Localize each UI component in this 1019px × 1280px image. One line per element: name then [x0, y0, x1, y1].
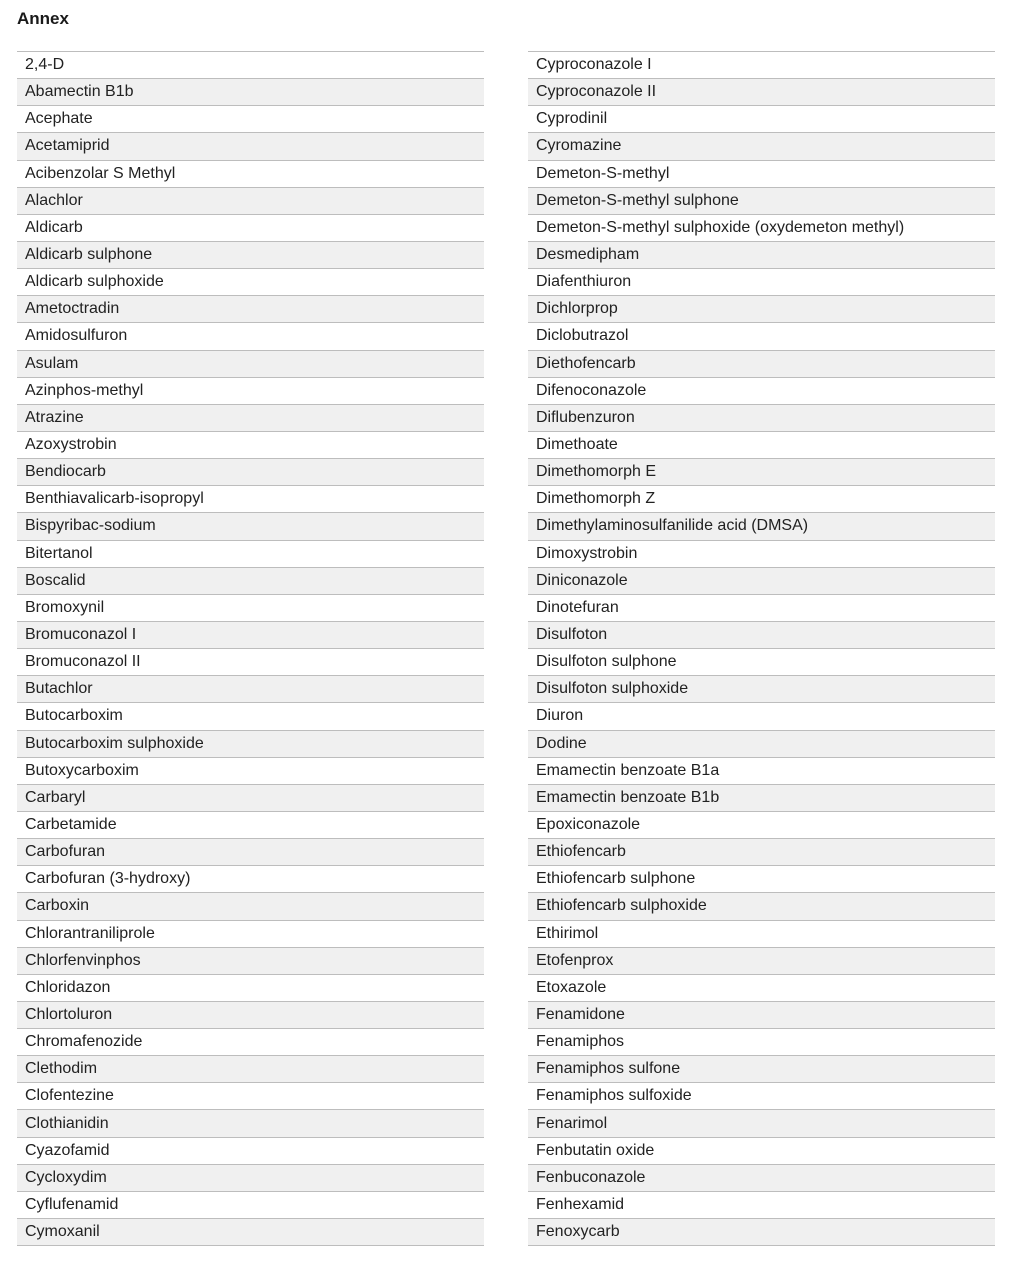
table-row: Chlorantraniliprole: [17, 921, 484, 948]
table-row: Carboxin: [17, 893, 484, 920]
table-row: Demeton-S-methyl sulphoxide (oxydemeton methyl): [528, 215, 995, 242]
table-row: Etoxazole: [528, 975, 995, 1002]
table-row: Bendiocarb: [17, 459, 484, 486]
table-row: Carbofuran: [17, 839, 484, 866]
table-row: Cyprodinil: [528, 106, 995, 133]
table-row: Butoxycarboxim: [17, 758, 484, 785]
table-row: Atrazine: [17, 405, 484, 432]
table-row: Bromuconazol II: [17, 649, 484, 676]
page-title: Annex: [17, 9, 69, 28]
table-row: Diuron: [528, 703, 995, 730]
table-row: Bispyribac-sodium: [17, 513, 484, 540]
table-row: Demeton-S-methyl: [528, 161, 995, 188]
table-row: Disulfoton sulphoxide: [528, 676, 995, 703]
table-row: Cycloxydim: [17, 1165, 484, 1192]
table-row: Chlorfenvinphos: [17, 948, 484, 975]
table-row: Bromoxynil: [17, 595, 484, 622]
table-row: Dodine: [528, 731, 995, 758]
table-row: Dimethomorph Z: [528, 486, 995, 513]
table-row: Dimethoate: [528, 432, 995, 459]
table-row: Acetamiprid: [17, 133, 484, 160]
table-row: Etofenprox: [528, 948, 995, 975]
table-row: Carbofuran (3-hydroxy): [17, 866, 484, 893]
table-row: Disulfoton sulphone: [528, 649, 995, 676]
table-row: Chromafenozide: [17, 1029, 484, 1056]
table-row: Azoxystrobin: [17, 432, 484, 459]
table-row: Carbetamide: [17, 812, 484, 839]
table-row: Butachlor: [17, 676, 484, 703]
table-row: Ethirimol: [528, 921, 995, 948]
table-row: Diniconazole: [528, 568, 995, 595]
table-row: Fenamiphos sulfone: [528, 1056, 995, 1083]
table-row: Acibenzolar S Methyl: [17, 161, 484, 188]
table-row: Amidosulfuron: [17, 323, 484, 350]
table-row: Chloridazon: [17, 975, 484, 1002]
table-row: Aldicarb: [17, 215, 484, 242]
right-column-table: [528, 51, 995, 1246]
table-row: Clothianidin: [17, 1110, 484, 1137]
table-row: Benthiavalicarb-isopropyl: [17, 486, 484, 513]
table-row: Dimoxystrobin: [528, 541, 995, 568]
table-row: Diethofencarb: [528, 351, 995, 378]
table-row: Carbaryl: [17, 785, 484, 812]
table-row: Azinphos-methyl: [17, 378, 484, 405]
table-row: Cymoxanil: [17, 1219, 484, 1246]
table-row: Bitertanol: [17, 541, 484, 568]
table-row: 2,4-D: [17, 52, 484, 79]
table-row: Diclobutrazol: [528, 323, 995, 350]
table-row: Ethiofencarb sulphone: [528, 866, 995, 893]
table-row: Cyproconazole II: [528, 79, 995, 106]
table-row: Aldicarb sulphone: [17, 242, 484, 269]
table-row: Dinotefuran: [528, 595, 995, 622]
table-row: Fenhexamid: [528, 1192, 995, 1219]
table-row: Fenbutatin oxide: [528, 1138, 995, 1165]
table-row: Cyazofamid: [17, 1138, 484, 1165]
left-column-table: [17, 51, 484, 1246]
table-row: Fenbuconazole: [528, 1165, 995, 1192]
table-row: Butocarboxim sulphoxide: [17, 731, 484, 758]
table-row: Fenamiphos sulfoxide: [528, 1083, 995, 1110]
table-row: Ethiofencarb: [528, 839, 995, 866]
table-row: Dimethylaminosulfanilide acid (DMSA): [528, 513, 995, 540]
table-row: Dichlorprop: [528, 296, 995, 323]
table-row: Abamectin B1b: [17, 79, 484, 106]
table-row: Demeton-S-methyl sulphone: [528, 188, 995, 215]
table-row: Epoxiconazole: [528, 812, 995, 839]
table-row: Fenamidone: [528, 1002, 995, 1029]
table-row: Diafenthiuron: [528, 269, 995, 296]
table-row: Bromuconazol I: [17, 622, 484, 649]
table-row: Fenoxycarb: [528, 1219, 995, 1246]
table-row: Cyromazine: [528, 133, 995, 160]
table-row: Acephate: [17, 106, 484, 133]
table-row: Clethodim: [17, 1056, 484, 1083]
table-row: Asulam: [17, 351, 484, 378]
table-row: Fenarimol: [528, 1110, 995, 1137]
table-row: Cyflufenamid: [17, 1192, 484, 1219]
table-row: Aldicarb sulphoxide: [17, 269, 484, 296]
table-row: Desmedipham: [528, 242, 995, 269]
table-row: Emamectin benzoate B1b: [528, 785, 995, 812]
table-row: Ethiofencarb sulphoxide: [528, 893, 995, 920]
table-row: Chlortoluron: [17, 1002, 484, 1029]
table-row: Cyproconazole I: [528, 52, 995, 79]
table-row: Clofentezine: [17, 1083, 484, 1110]
table-row: Ametoctradin: [17, 296, 484, 323]
table-row: Boscalid: [17, 568, 484, 595]
table-row: Emamectin benzoate B1a: [528, 758, 995, 785]
table-row: Diflubenzuron: [528, 405, 995, 432]
table-row: Butocarboxim: [17, 703, 484, 730]
table-row: Fenamiphos: [528, 1029, 995, 1056]
table-row: Disulfoton: [528, 622, 995, 649]
table-row: Dimethomorph E: [528, 459, 995, 486]
table-row: Alachlor: [17, 188, 484, 215]
table-row: Difenoconazole: [528, 378, 995, 405]
